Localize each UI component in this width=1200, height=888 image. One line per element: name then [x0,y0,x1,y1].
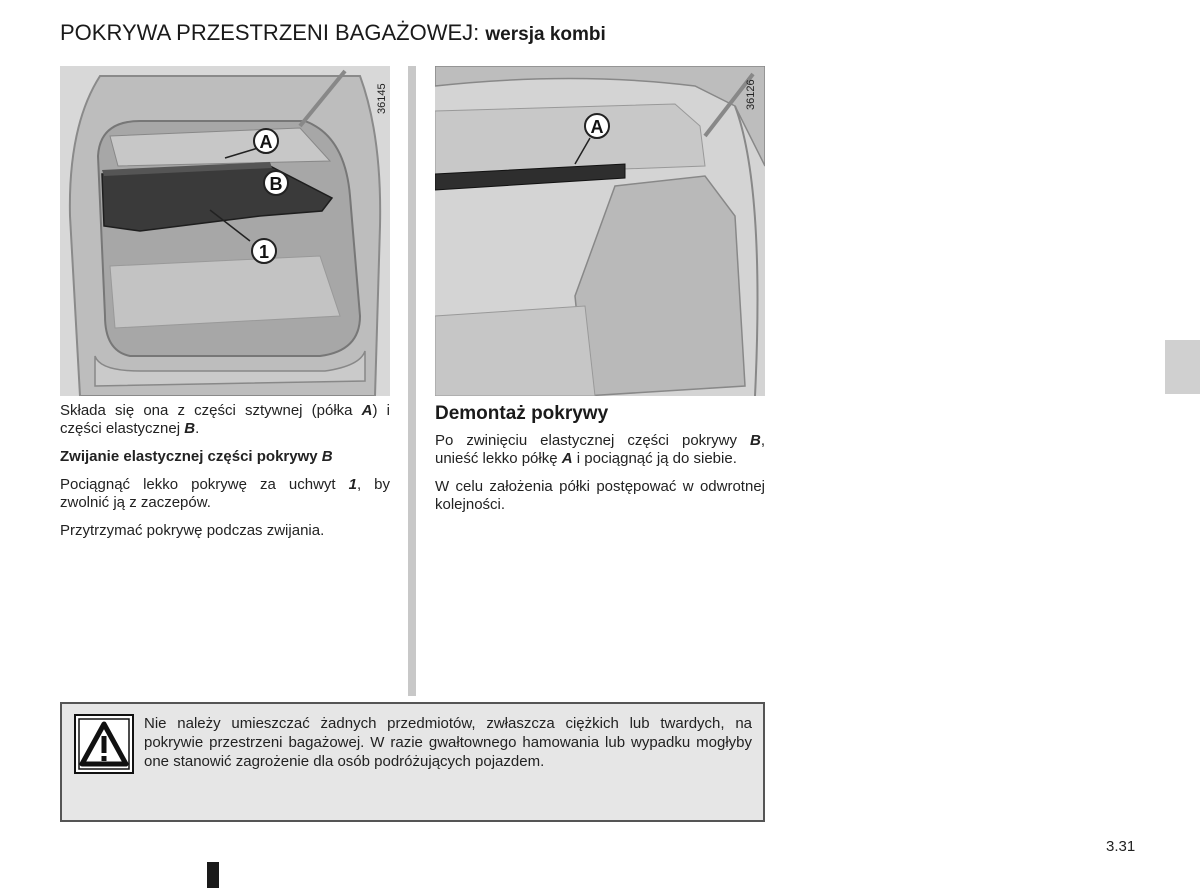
figure-right [435,66,765,396]
warning-text: Nie należy umieszczać żadnych przedmiotów, zwłaszcza ciężkich lub twardych, na pokrywie przestrzeni bagażowej. W razie gwałtownego hamowania lub wypadku mogłyby one stanowić zagrożenie dla osób podróżujących pojazdem. [144,715,752,770]
column-divider [408,66,416,696]
figure-left [60,66,390,396]
left-paragraph-3: Przytrzymać pokrywę podczas zwijania. [60,522,325,539]
section-tab [1165,340,1200,394]
figure-left-number: 36145 [376,83,388,114]
warning-triangle-icon [74,714,134,774]
label-a-left: A [259,132,273,152]
right-column [435,402,765,524]
figure-right-number: 36126 [745,79,757,110]
page-title-sub: wersja kombi [485,24,606,45]
bottom-mark [207,862,219,888]
right-paragraph-1: Po zwinięciu elastycznej części pokrywy B, unieść lekko półkę A i pociągnąć ją do siebie. [435,432,765,467]
label-b-left: B [269,174,283,194]
left-paragraph-2: Pociągnąć lekko pokrywę za uchwyt 1, by zwolnić ją z zaczepów. [60,476,390,511]
page-title-main: POKRYWA PRZESTRZENI BAGAŻOWEJ: [60,20,480,45]
trunk-illustration-right [435,66,765,396]
trunk-illustration-left [60,66,390,396]
left-paragraph-1: Składa się ona z części sztywnej (półka A) i części elastycznej B. [60,402,390,437]
label-a-right: A [590,117,604,137]
page-number: 3.31 [1106,838,1136,855]
page-title [60,20,606,48]
label-1-left: 1 [258,242,270,262]
right-heading: Demontaż pokrywy [435,403,609,424]
warning-box [60,702,765,822]
left-heading: Zwijanie elastycznej części pokrywy B [60,448,333,465]
left-column [60,402,390,550]
right-paragraph-2: W celu założenia półki postępować w odwrotnej kolejności. [435,478,765,513]
